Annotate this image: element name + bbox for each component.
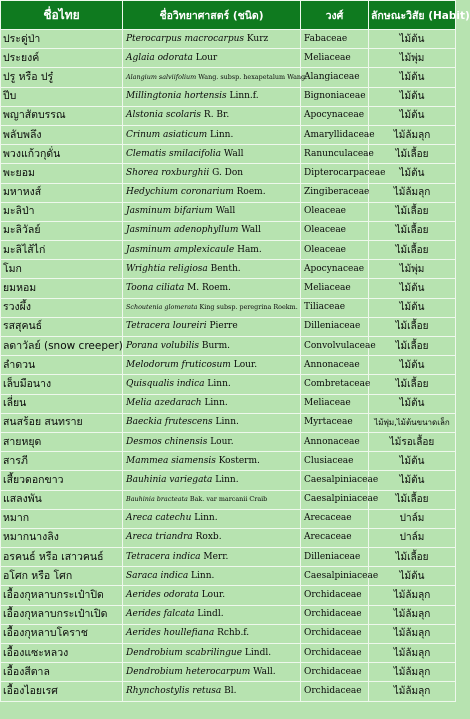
author-name: Pierre bbox=[206, 321, 238, 332]
thai-name-cell: เล็บมือนาง bbox=[1, 375, 123, 394]
table-row bbox=[1, 394, 456, 413]
header-habit: ลักษณะวิสัย (Habit) bbox=[369, 1, 456, 30]
thai-name-cell: พญาสัตบรรณ bbox=[1, 106, 123, 125]
author-name: Linn. bbox=[207, 129, 234, 140]
scientific-name-cell bbox=[123, 164, 301, 183]
habit-cell: ไม้ต้น bbox=[369, 164, 456, 183]
species-name: Aerides falcata bbox=[126, 609, 195, 620]
species-name: Alstonia scolaris bbox=[126, 110, 202, 121]
species-name: Jasminum adenophyllum bbox=[126, 225, 239, 236]
species-name: Bauhinia variegata bbox=[126, 474, 213, 485]
habit-cell: ไม้เลื้อย bbox=[369, 241, 456, 260]
scientific-name-cell bbox=[123, 567, 301, 586]
species-name: Melodorum fruticosum bbox=[126, 359, 231, 370]
author-name: Wall. bbox=[250, 666, 276, 677]
habit-cell: ไม้ต้น bbox=[369, 356, 456, 375]
family-cell: Combretaceae bbox=[301, 375, 369, 394]
habit-cell: ไม้เลื้อย bbox=[369, 337, 456, 356]
scientific-name-cell bbox=[123, 452, 301, 471]
author-name: Burm. bbox=[199, 340, 230, 351]
habit-cell: ไม้ล้มลุก bbox=[369, 605, 456, 624]
table-row bbox=[1, 298, 456, 317]
thai-name-cell: พะยอม bbox=[1, 164, 123, 183]
habit-cell: ไม้เลื้อย bbox=[369, 221, 456, 240]
species-name: Crinum asiaticum bbox=[126, 129, 208, 140]
species-name: Bauhinia bracteata bbox=[126, 495, 188, 504]
habit-cell: ไม้ต้น bbox=[369, 106, 456, 125]
table-row bbox=[1, 106, 456, 125]
table-row bbox=[1, 49, 456, 68]
habit-cell: ไม้ต้น bbox=[369, 87, 456, 106]
family-cell: Annonaceae bbox=[301, 432, 369, 451]
table-row bbox=[1, 241, 456, 260]
table-row bbox=[1, 490, 456, 509]
table-row bbox=[1, 87, 456, 106]
scientific-name-cell bbox=[123, 337, 301, 356]
family-cell: Dilleniaceae bbox=[301, 548, 369, 567]
thai-name-cell: เอื้องไอยเรศ bbox=[1, 682, 123, 701]
table-row bbox=[1, 164, 456, 183]
table-row bbox=[1, 260, 456, 279]
species-name: Rhynchostylis retusa bbox=[126, 685, 222, 696]
table-row bbox=[1, 125, 456, 144]
author-name: G. Don bbox=[209, 167, 244, 178]
scientific-name-cell bbox=[123, 260, 301, 279]
thai-name-cell: ยมหอม bbox=[1, 279, 123, 298]
family-cell: Arecaceae bbox=[301, 509, 369, 528]
author-name: Roxb. bbox=[192, 532, 222, 543]
author-name: Lour. bbox=[198, 590, 226, 601]
family-cell: Annonaceae bbox=[301, 356, 369, 375]
table-row bbox=[1, 586, 456, 605]
family-cell: Caesalpiniaceae bbox=[301, 471, 369, 490]
habit-cell: ไม้ต้น bbox=[369, 279, 456, 298]
thai-name-cell: เอื้องกุหลาบกระเป๋าเปิด bbox=[1, 605, 123, 624]
author-name: Lour. bbox=[207, 436, 234, 447]
thai-name-cell: หมาก bbox=[1, 509, 123, 528]
scientific-name-cell bbox=[123, 682, 301, 701]
author-name: Merr. bbox=[200, 551, 229, 562]
thai-name-cell: อโศก หรือ โศก bbox=[1, 567, 123, 586]
scientific-name-cell bbox=[123, 375, 301, 394]
thai-name-cell: เสี้ยวดอกขาว bbox=[1, 471, 123, 490]
family-cell: Meliaceae bbox=[301, 279, 369, 298]
habit-cell: ไม้ล้มลุก bbox=[369, 624, 456, 643]
header-scientific-name: ชื่อวิทยาศาสตร์ (ชนิด) bbox=[123, 1, 301, 30]
scientific-name-cell bbox=[123, 586, 301, 605]
habit-cell: ไม้เลื้อย bbox=[369, 548, 456, 567]
species-name: Mammea siamensis bbox=[126, 455, 216, 466]
habit-cell: ไม้ล้มลุก bbox=[369, 663, 456, 682]
species-name: Tetracera loureiri bbox=[126, 321, 207, 332]
thai-name-cell: โมก bbox=[1, 260, 123, 279]
family-cell: Alangiaceae bbox=[301, 68, 369, 87]
habit-cell: ไม้เลื้อย bbox=[369, 317, 456, 336]
author-name: Linn.f. bbox=[226, 91, 259, 102]
scientific-name-cell bbox=[123, 202, 301, 221]
species-name: Alangium salviifolium bbox=[126, 72, 197, 81]
species-name: Aerides houllefiana bbox=[126, 628, 215, 639]
family-cell: Tiliaceae bbox=[301, 298, 369, 317]
author-name: Benth. bbox=[207, 263, 241, 274]
species-name: Millingtonia hortensis bbox=[126, 91, 227, 102]
family-cell: Oleaceae bbox=[301, 221, 369, 240]
thai-name-cell: เอื้องกุหลาบโคราช bbox=[1, 624, 123, 643]
scientific-name-cell bbox=[123, 183, 301, 202]
author-name: Linn. bbox=[212, 417, 239, 428]
header-family: วงศ์ bbox=[301, 1, 369, 30]
table-row bbox=[1, 221, 456, 240]
family-cell: Meliaceae bbox=[301, 394, 369, 413]
thai-name-cell: สายหยุด bbox=[1, 432, 123, 451]
species-name: Baeckia frutescens bbox=[126, 417, 213, 428]
habit-cell: ไม้ล้มลุก bbox=[369, 682, 456, 701]
thai-name-cell: อรคนธ์ หรือ เสาวคนธ์ bbox=[1, 548, 123, 567]
species-name: Aerides odorata bbox=[126, 590, 199, 601]
habit-cell: ปาล์ม bbox=[369, 528, 456, 547]
habit-cell: ไม้ต้น bbox=[369, 30, 456, 49]
habit-cell: ไม้ต้น bbox=[369, 394, 456, 413]
habit-cell: ปาล์ม bbox=[369, 509, 456, 528]
table-row bbox=[1, 663, 456, 682]
family-cell: Ranunculaceae bbox=[301, 145, 369, 164]
species-name: Saraca indica bbox=[126, 570, 189, 581]
scientific-name-cell bbox=[123, 644, 301, 663]
thai-name-cell: พวงแก้วกุดั่น bbox=[1, 145, 123, 164]
family-cell: Amaryllidaceae bbox=[301, 125, 369, 144]
author-name: Wall bbox=[238, 225, 261, 236]
table-row bbox=[1, 375, 456, 394]
family-cell: Orchidaceae bbox=[301, 624, 369, 643]
author-name: Linn. bbox=[201, 398, 228, 409]
family-cell: Orchidaceae bbox=[301, 605, 369, 624]
header-thai-name: ชื่อไทย bbox=[1, 1, 123, 30]
species-name: Areca triandra bbox=[126, 532, 193, 543]
family-cell: Oleaceae bbox=[301, 202, 369, 221]
thai-name-cell: ลำดวน bbox=[1, 356, 123, 375]
species-name: Schoutenia glomerata bbox=[126, 303, 198, 312]
scientific-name-cell bbox=[123, 241, 301, 260]
thai-name-cell: แสลงพัน bbox=[1, 490, 123, 509]
habit-cell: ไม้เลื้อย bbox=[369, 145, 456, 164]
thai-name-cell: รสสุคนธ์ bbox=[1, 317, 123, 336]
habit-cell: ไม้พุ่ม,ไม้ต้นขนาดเล็ก bbox=[369, 413, 456, 432]
author-name: Rchb.f. bbox=[214, 628, 250, 639]
family-cell: Orchidaceae bbox=[301, 644, 369, 663]
table-row bbox=[1, 145, 456, 164]
table-row bbox=[1, 432, 456, 451]
family-cell: Dipterocarpaceae bbox=[301, 164, 369, 183]
thai-name-cell: หมากนางลิง bbox=[1, 528, 123, 547]
table-row bbox=[1, 682, 456, 701]
scientific-name-cell bbox=[123, 490, 301, 509]
habit-cell: ไม้ต้น bbox=[369, 567, 456, 586]
scientific-name-cell bbox=[123, 87, 301, 106]
species-name: Porana volubilis bbox=[126, 340, 199, 351]
thai-name-cell: สนสร้อย สนทราย bbox=[1, 413, 123, 432]
table-row bbox=[1, 317, 456, 336]
family-cell: Fabaceae bbox=[301, 30, 369, 49]
table-row bbox=[1, 68, 456, 87]
table-row bbox=[1, 279, 456, 298]
thai-name-cell: รวงผึ้ง bbox=[1, 298, 123, 317]
family-cell: Clusiaceae bbox=[301, 452, 369, 471]
scientific-name-cell bbox=[123, 68, 308, 87]
thai-name-cell: ประยงค์ bbox=[1, 49, 123, 68]
scientific-name-cell bbox=[123, 605, 301, 624]
family-cell: Dilleniaceae bbox=[301, 317, 369, 336]
family-cell: Bignoniaceae bbox=[301, 87, 369, 106]
habit-cell: ไม้ล้มลุก bbox=[369, 644, 456, 663]
thai-name-cell: เอื้องสีตาล bbox=[1, 663, 123, 682]
scientific-name-cell bbox=[123, 624, 301, 643]
header-row bbox=[1, 1, 456, 30]
species-name: Shorea roxburghii bbox=[126, 167, 210, 178]
thai-name-cell: มหาหงส์ bbox=[1, 183, 123, 202]
scientific-name-cell bbox=[123, 528, 301, 547]
habit-cell: ไม้เลื้อย bbox=[369, 490, 456, 509]
author-name: Kosterm. bbox=[215, 455, 260, 466]
thai-name-cell: เลี่ยน bbox=[1, 394, 123, 413]
habit-cell: ไม้ล้มลุก bbox=[369, 183, 456, 202]
thai-name-cell: มะลิวัลย์ bbox=[1, 221, 123, 240]
family-cell: Orchidaceae bbox=[301, 586, 369, 605]
family-cell: Orchidaceae bbox=[301, 682, 369, 701]
scientific-name-cell bbox=[123, 663, 301, 682]
species-name: Tetracera indica bbox=[126, 551, 201, 562]
author-name: Wall bbox=[221, 148, 244, 159]
scientific-name-cell bbox=[123, 471, 301, 490]
thai-name-cell: ลดาวัลย์ (snow creeper) bbox=[1, 337, 123, 356]
species-name: Pterocarpus macrocarpus bbox=[126, 33, 245, 44]
author-name: Linn. bbox=[204, 378, 231, 389]
species-name: Melia azedarach bbox=[126, 398, 202, 409]
scientific-name-cell bbox=[123, 106, 301, 125]
species-name: Areca catechu bbox=[126, 513, 192, 524]
family-cell: Orchidaceae bbox=[301, 663, 369, 682]
table-row bbox=[1, 337, 456, 356]
family-cell: Arecaceae bbox=[301, 528, 369, 547]
scientific-name-cell bbox=[123, 145, 301, 164]
scientific-name-cell bbox=[123, 413, 301, 432]
thai-name-cell: มะลิป่า bbox=[1, 202, 123, 221]
habit-cell: ไม้เลื้อย bbox=[369, 202, 456, 221]
table-row bbox=[1, 202, 456, 221]
family-cell: Myrtaceae bbox=[301, 413, 369, 432]
family-cell: Apocynaceae bbox=[301, 260, 369, 279]
scientific-name-cell bbox=[123, 125, 301, 144]
family-cell: Convolvulaceae bbox=[301, 337, 369, 356]
species-name: Jasminum bifarium bbox=[126, 206, 213, 217]
table-row bbox=[1, 605, 456, 624]
scientific-name-cell bbox=[123, 49, 301, 68]
author-name: Bak. var marcanii Craib bbox=[187, 495, 268, 504]
author-name: Lindl. bbox=[242, 647, 272, 658]
table-row bbox=[1, 452, 456, 471]
species-name: Dendrobium scabrilingue bbox=[126, 647, 243, 658]
scientific-name-cell bbox=[123, 432, 301, 451]
family-cell: Caesalpiniaceae bbox=[301, 490, 369, 509]
author-name: Ham. bbox=[234, 244, 262, 255]
author-name: Linn. bbox=[212, 474, 239, 485]
habit-cell: ไม้เลื้อย bbox=[369, 375, 456, 394]
habit-cell: ไม้ต้น bbox=[369, 471, 456, 490]
family-cell: Zingiberaceae bbox=[301, 183, 369, 202]
author-name: Linn. bbox=[188, 570, 215, 581]
author-name: Bl. bbox=[221, 685, 237, 696]
author-name: Roem. bbox=[233, 187, 266, 198]
family-cell: Meliaceae bbox=[301, 49, 369, 68]
scientific-name-cell bbox=[123, 221, 301, 240]
author-name: Linn. bbox=[191, 513, 218, 524]
table-row bbox=[1, 183, 456, 202]
table-row bbox=[1, 644, 456, 663]
scientific-name-cell bbox=[123, 30, 301, 49]
species-name: Desmos chinensis bbox=[126, 436, 208, 447]
scientific-name-cell bbox=[123, 548, 301, 567]
thai-name-cell: ประดู่ป่า bbox=[1, 30, 123, 49]
family-cell: Apocynaceae bbox=[301, 106, 369, 125]
habit-cell: ไม้รอเลื้อย bbox=[369, 432, 456, 451]
scientific-name-cell bbox=[123, 317, 301, 336]
species-name: Toona ciliata bbox=[126, 283, 185, 294]
author-name: Kurz bbox=[244, 33, 269, 44]
family-cell: Caesalpiniaceae bbox=[301, 567, 369, 586]
thai-name-cell: ปีบ bbox=[1, 87, 123, 106]
author-name: Lindl. bbox=[194, 609, 224, 620]
species-name: Aglaia odorata bbox=[126, 52, 193, 63]
habit-cell: ไม้พุ่ม bbox=[369, 49, 456, 68]
species-name: Clematis smilacifolia bbox=[126, 148, 222, 159]
author-name: Lour. bbox=[230, 359, 258, 370]
table-row bbox=[1, 567, 456, 586]
table-row bbox=[1, 30, 456, 49]
thai-name-cell: พลับพลึง bbox=[1, 125, 123, 144]
thai-name-cell: สารภี bbox=[1, 452, 123, 471]
habit-cell: ไม้ล้มลุก bbox=[369, 125, 456, 144]
author-name: Lour bbox=[192, 52, 218, 63]
author-name: Wang. subsp. hexapetalum Wang. bbox=[196, 72, 308, 81]
thai-name-cell: ปรู หรือ ปรู๋ bbox=[1, 68, 123, 87]
scientific-name-cell bbox=[123, 298, 301, 317]
author-name: M. Roem. bbox=[184, 283, 231, 294]
table-row bbox=[1, 548, 456, 567]
habit-cell: ไม้พุ่ม bbox=[369, 260, 456, 279]
table-row bbox=[1, 413, 456, 432]
author-name: Wall bbox=[212, 206, 236, 217]
species-name: Wrightia religiosa bbox=[126, 263, 208, 274]
scientific-name-cell bbox=[123, 356, 301, 375]
table-row bbox=[1, 509, 456, 528]
habit-cell: ไม้ต้น bbox=[369, 68, 456, 87]
species-name: Dendrobium heterocarpum bbox=[126, 666, 251, 677]
table-row bbox=[1, 624, 456, 643]
scientific-name-cell bbox=[123, 509, 301, 528]
thai-name-cell: เอื้องแซะหลวง bbox=[1, 644, 123, 663]
scientific-name-cell bbox=[123, 394, 301, 413]
thai-name-cell: เอื้องกุหลาบกระเป๋าปิด bbox=[1, 586, 123, 605]
author-name: King subsp. peregrina Roekm. bbox=[197, 303, 298, 312]
table-row bbox=[1, 471, 456, 490]
species-name: Jasminum amplexicaule bbox=[126, 244, 235, 255]
habit-cell: ไม้ล้มลุก bbox=[369, 586, 456, 605]
table-row bbox=[1, 356, 456, 375]
author-name: R. Br. bbox=[201, 110, 230, 121]
habit-cell: ไม้ต้น bbox=[369, 298, 456, 317]
scientific-name-cell bbox=[123, 279, 301, 298]
habit-cell: ไม้ต้น bbox=[369, 452, 456, 471]
species-name: Quisqualis indica bbox=[126, 378, 205, 389]
thai-name-cell: มะลิไส้ไก่ bbox=[1, 241, 123, 260]
family-cell: Oleaceae bbox=[301, 241, 369, 260]
species-name: Hedychium coronarium bbox=[126, 187, 234, 198]
table-row bbox=[1, 528, 456, 547]
